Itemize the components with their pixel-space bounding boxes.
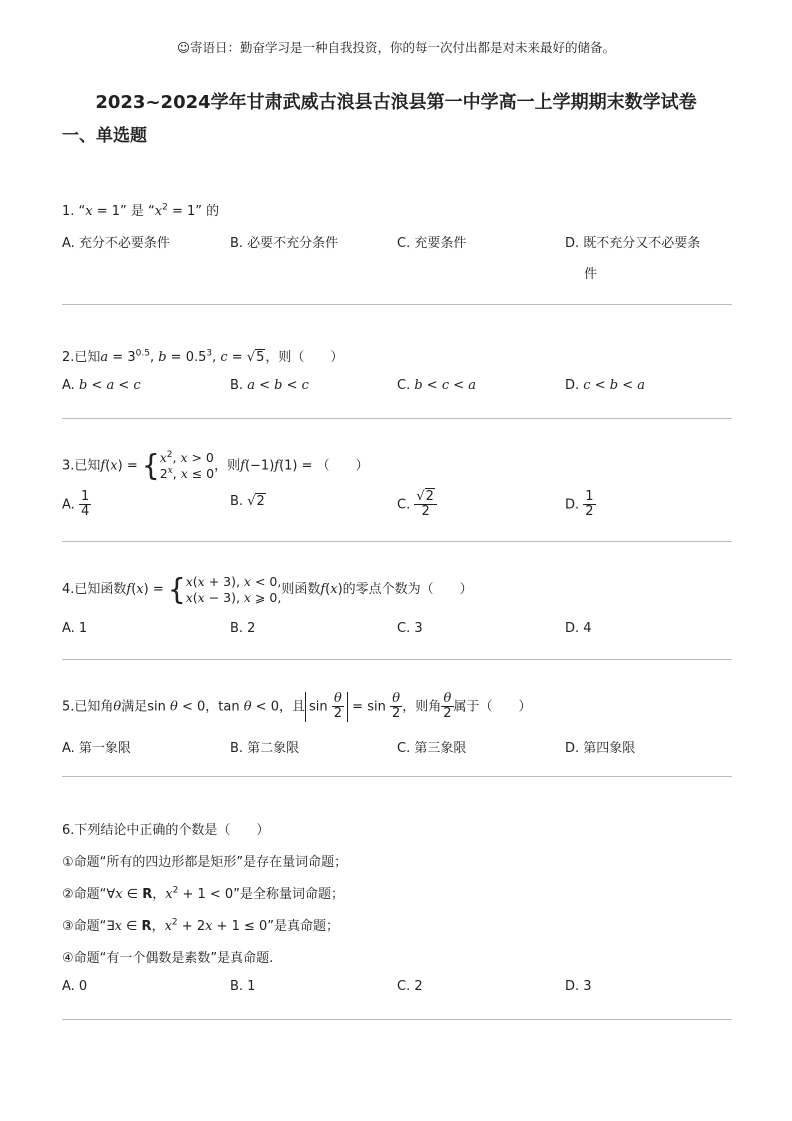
question-stem: 5.已知角θ满足sin θ < 0，tan θ < 0，且 sin $\frac{\theta}{2}$ = sin $\frac{\theta}{2}$ ，则角 $\frac{\theta}{2}$ 属于（ ） <box>62 691 532 722</box>
option-c[interactable]: C. $\frac{√2}{2}$ <box>397 490 437 520</box>
option-a[interactable]: A. 充分不必要条件 <box>62 236 170 251</box>
option-d[interactable]: D. $\frac{1}{2}$ <box>565 489 594 520</box>
option-c[interactable]: C. 3 <box>397 621 423 636</box>
option-d[interactable]: D. 第四象限 <box>565 741 636 756</box>
option-c[interactable]: C. 2 <box>397 979 423 994</box>
option-b[interactable]: B. 第二象限 <box>230 741 300 756</box>
divider <box>62 418 732 419</box>
divider <box>62 541 732 542</box>
option-a[interactable]: A. 第一象限 <box>62 741 131 756</box>
option-b[interactable]: B. a < b < c <box>230 378 309 393</box>
question-stem: 1. “x = 1” 是 “$x^2 = 1$” 的 <box>62 202 220 219</box>
statement-4: ④命题“有一个偶数是素数”是真命题. <box>62 951 274 966</box>
option-a[interactable]: A. $\frac{1}{4}$ <box>62 489 90 520</box>
option-b[interactable]: B. 1 <box>230 979 256 994</box>
option-a[interactable]: A. b < a < c <box>62 378 141 393</box>
question-stem: 6.下列结论中正确的个数是（ ） <box>62 823 270 838</box>
option-b[interactable]: B. √2 <box>230 494 265 509</box>
option-d[interactable]: D. 4 <box>565 621 592 636</box>
divider <box>62 304 732 305</box>
statement-3: ③命题“∃x ∈ R，$x^2 + 2x + 1 \le 0$”是真命题； <box>62 917 340 934</box>
section-heading: 一、单选题 <box>62 126 147 146</box>
option-d[interactable]: D. 既不充分又不必要条 <box>565 236 701 251</box>
divider <box>62 659 732 660</box>
question-stem: 4.已知函数f(x) = {x(x + 3), x < 0, x(x − 3), x ⩾ 0,则函数f(x)的零点个数为（ ） <box>62 571 473 607</box>
question-stem: 3.已知$f(x) = \{x^2$, x > 0 2$^x$, x ≤ 0，则f(−1)f(1) = （ ） <box>62 447 369 483</box>
option-c[interactable]: C. b < c < a <box>397 378 477 393</box>
statement-1: ①命题“所有的四边形都是矩形”是存在量词命题； <box>62 855 348 870</box>
divider <box>62 1019 732 1020</box>
tagline: ☺寄语日：勤奋学习是一种自我投资，你的每一次付出都是对未来最好的储备。 <box>176 40 616 55</box>
option-c[interactable]: C. 充要条件 <box>397 236 467 251</box>
option-d[interactable]: D. 3 <box>565 979 592 994</box>
option-b[interactable]: B. 必要不充分条件 <box>230 236 339 251</box>
divider <box>62 776 732 777</box>
option-c[interactable]: C. 第三象限 <box>397 741 467 756</box>
option-d[interactable]: D. c < b < a <box>565 378 645 393</box>
option-a[interactable]: A. 1 <box>62 621 88 636</box>
option-a[interactable]: A. 0 <box>62 979 88 994</box>
option-d-continued: 件 <box>584 267 598 282</box>
question-stem: 2.已知$a = 3^{0.5}$, $b = 0.5^3$, c = √5，则（ ） <box>62 348 344 365</box>
statement-2: ②命题“∀x ∈ R，$x^2 + 1 < 0$”是全称量词命题； <box>62 885 344 902</box>
page-title: 2023~2024学年甘肃武威古浪县古浪县第一中学高一上学期期末数学试卷 <box>95 92 697 113</box>
option-b[interactable]: B. 2 <box>230 621 256 636</box>
